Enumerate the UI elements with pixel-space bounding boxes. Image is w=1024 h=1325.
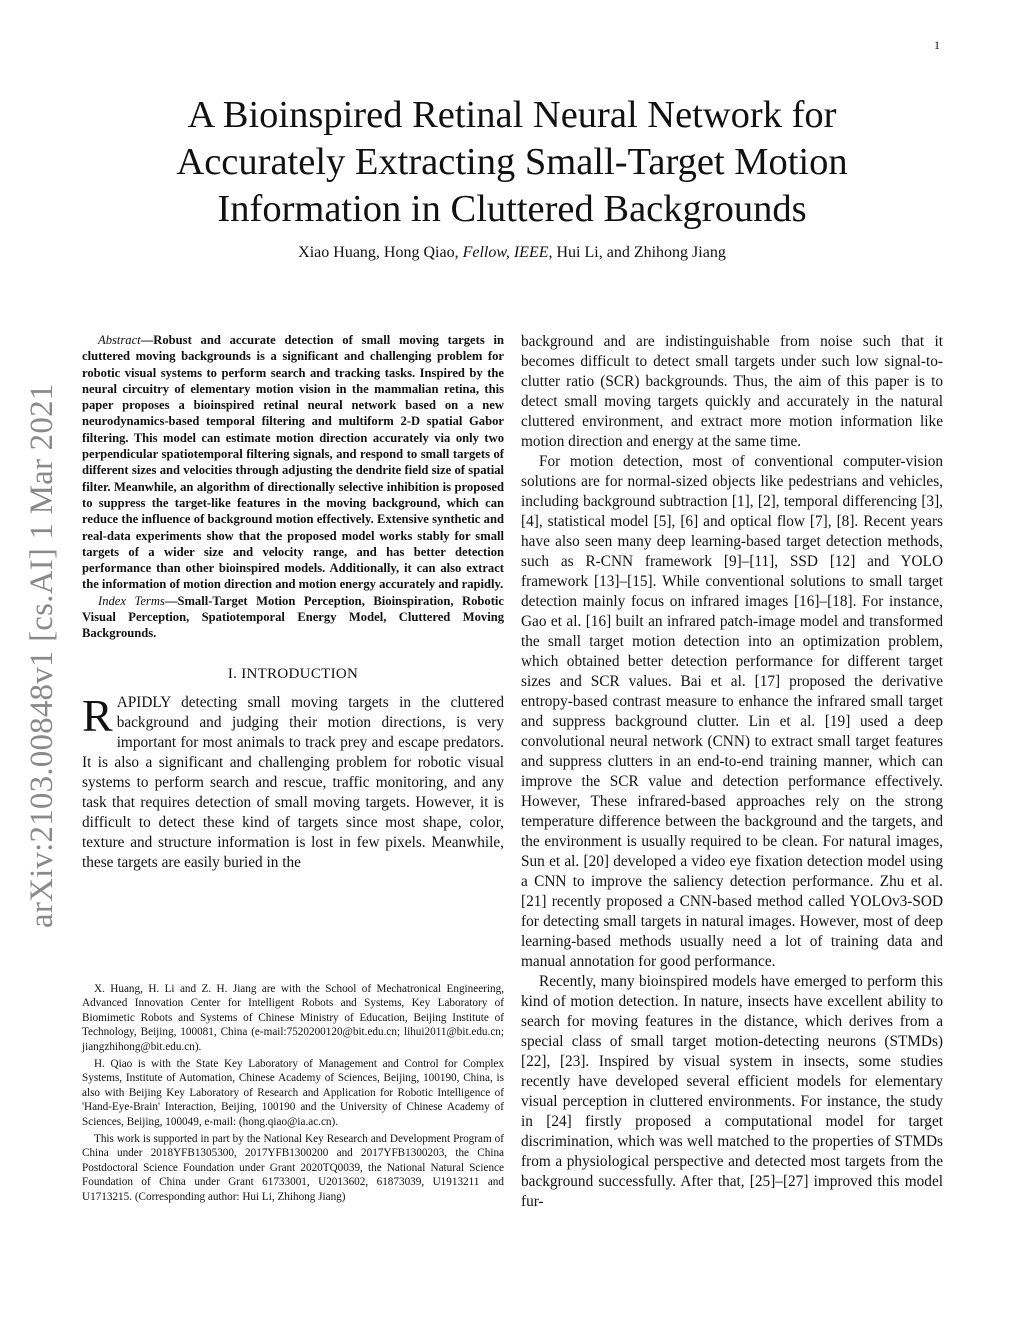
authors-part-2: , Hui Li, and Zhihong Jiang bbox=[548, 244, 726, 261]
index-terms-text: —Small-Target Motion Perception, Bioinspiration, Robotic Visual Perception, Spatiotemporal Energy Model, Cluttered Moving Backgrounds. bbox=[82, 593, 505, 641]
abstract-block bbox=[82, 332, 504, 642]
intro-paragraph-1 bbox=[82, 689, 504, 873]
page-number: 1 bbox=[934, 38, 940, 52]
abstract-text: —Robust and accurate detection of small moving targets in cluttered moving backgrounds is a significant and challenging problem for robotic visual systems to perform search and tracking tasks. Inspired by the neural circuitry of elementary motion vision in the mammalian retina, this paper proposes a bioinspired retinal neural network based on a new neurodynamics-based temporal filtering and multiform 2-D spatial Gabor filtering. This model can estimate motion direction accurately via only two perpendicular spatiotemporal filtering signals, and respond to small targets of different sizes and velocities through adjusting the dendrite field size of spatial filter. Meanwhile, an algorithm of directionally selective inhibition is proposed to suppress the target-like features in the moving background, which can reduce the influence of background motion effectively. Extensive synthetic and real-data experiments show that the proposed model works stably for small targets of a wider size and velocity range, and has better detection performance than other bioinspired models. Additionally, it can also extract the information of motion direction and motion energy accurately and rapidly. bbox=[82, 333, 504, 592]
footnote-funding: This work is supported in part by the National Key Research and Development Program of China under 2018YFB1305300, 2017YFB1300200 and 2017YFB1300203, the China Postdoctoral Science Foundation under Grant 2020TQ0039, the National Natural Science Foundation of China under Grant 61733001, U2013602, 61873039, U1913211 and U1713215. (Corresponding author: Hui Li, Zhihong Jiang) bbox=[82, 1133, 504, 1203]
title-line-1: A Bioinspired Retinal Neural Network for bbox=[187, 94, 837, 136]
title-line-3: Information in Cluttered Backgrounds bbox=[217, 188, 807, 230]
intro-paragraph-3: Recently, many bioinspired models have emerged to perform this kind of motion detection. In nature, insects have excellent ability to search for moving features in the distance, which derives from a special class of small target motion-detecting neurons (STMDs) [22], [23]. Inspired by visual system in insects, some studies recently have developed several efficient models for elementary visual perception in cluttered environments. For instance, the study in [24] firstly proposed a computational model for target discrimination, which was well matched to the properties of STMDs from a physiological perspective and detected most targets from the background successfully. After that, [25]–[27] improved this model fur- bbox=[521, 973, 943, 1210]
intro-paragraph-continued: background and are indistinguishable from noise such that it becomes difficult to detect small targets under such low signal-to-clutter ratio (SCR) backgrounds. Thus, the aim of this paper is to detect small moving targets quickly and accurately in the natural cluttered environment, and extract more motion information like motion direction and energy at the same time. bbox=[521, 333, 943, 450]
intro-paragraph-1-text: APIDLY detecting small moving targets in the cluttered background and judging their motion directions, is very important for most animals to track prey and escape predators. It is also a significant and challenging problem for robotic visual systems to perform search and rescue, traffic monitoring, and any task that requires detection of small moving targets. However, it is difficult to detect these kind of targets since most shape, color, texture and structure information is lost in few pixels. Meanwhile, these targets are easily buried in the bbox=[82, 693, 504, 871]
left-column bbox=[82, 332, 504, 873]
right-column bbox=[521, 332, 943, 1212]
footnotes bbox=[82, 982, 504, 1207]
index-terms-paragraph bbox=[82, 593, 504, 642]
abstract-label: Abstract bbox=[98, 333, 141, 347]
authors-fellow: Fellow, IEEE bbox=[462, 244, 549, 261]
paper-title bbox=[100, 92, 924, 233]
footnote-affiliation-1: X. Huang, H. Li and Z. H. Jiang are with the School of Mechatronical Engineering, Advanced Innovation Center for Intelligent Robots and Systems, Key Laboratory of Biomimetic Robots and Systems of Chinese Ministry of Education, Beijing Institute of Technology, Beijing, 100081, China (e-mail:7520200120@bit.edu.cn; lihui2011@bit.edu.cn; jiangzhihong@bit.edu.cn). bbox=[82, 983, 504, 1053]
authors-part-1: Xiao Huang, Hong Qiao, bbox=[298, 244, 463, 261]
section-heading-introduction: I. INTRODUCTION bbox=[227, 665, 359, 682]
intro-paragraph-2: For motion detection, most of conventional computer-vision solutions are for normal-sized objects like pedestrians and vehicles, including background subtraction [1], [2], temporal differencing [3], [4], statistical model [5], [6] and optical flow [7], [8]. Recent years have also seen many deep learning-based target detection methods, such as R-CNN framework [9]–[11], SSD [12] and YOLO framework [13]–[15]. While conventional solutions to small target detection mainly focus on infrared images [16]–[18]. For instance, Gao et al. [16] built an infrared patch-image model and transformed the small target motion detection into an optimization problem, which obtained better detection performance for different target sizes and SCR values. Bai et al. [17] proposed the derivative entropy-based contrast measure to enhance the infrared small target and suppress background clutter. Lin et al. [19] used a deep convolutional neural network (CNN) to extract small target features and suppress clutters in an end-to-end training manner, which can improve the SCR value and detection performance effectively. However, These infrared-based approaches rely on the strong temperature difference between the background and the targets, and the environment is usually required to be clean. For natural images, Sun et al. [20] developed a video eye fixation detection model using a CNN to improve the saliency detection performance. Zhu et al. [21] recently proposed a CNN-based method called YOLOv3-SOD for detecting small targets in natural images. However, most of deep learning-based methods usually need a lot of training data and manual annotation for good performance. bbox=[521, 453, 943, 970]
author-list bbox=[100, 244, 924, 262]
arxiv-identifier: arXiv:2103.00848v1 [cs.AI] 1 Mar 2021 bbox=[24, 383, 60, 928]
index-terms-label: Index Terms bbox=[98, 593, 165, 608]
title-line-2: Accurately Extracting Small-Target Motion bbox=[176, 141, 848, 183]
abstract-paragraph bbox=[82, 332, 504, 593]
footnote-affiliation-2: H. Qiao is with the State Key Laboratory of Management and Control for Complex Systems, Institute of Automation, Chinese Academy of Sciences, Beijing, 100190, China, is also with Beijing Key Laboratory of Research and Application for Robotic Intelligence of 'Hand-Eye-Brain' Interaction, Beijing, 100190 and the University of Chinese Academy of Sciences, Beijing, 100049, e-mail: (hong.qiao@ia.ac.cn). bbox=[82, 1058, 504, 1128]
dropcap-letter: R bbox=[82, 689, 113, 741]
